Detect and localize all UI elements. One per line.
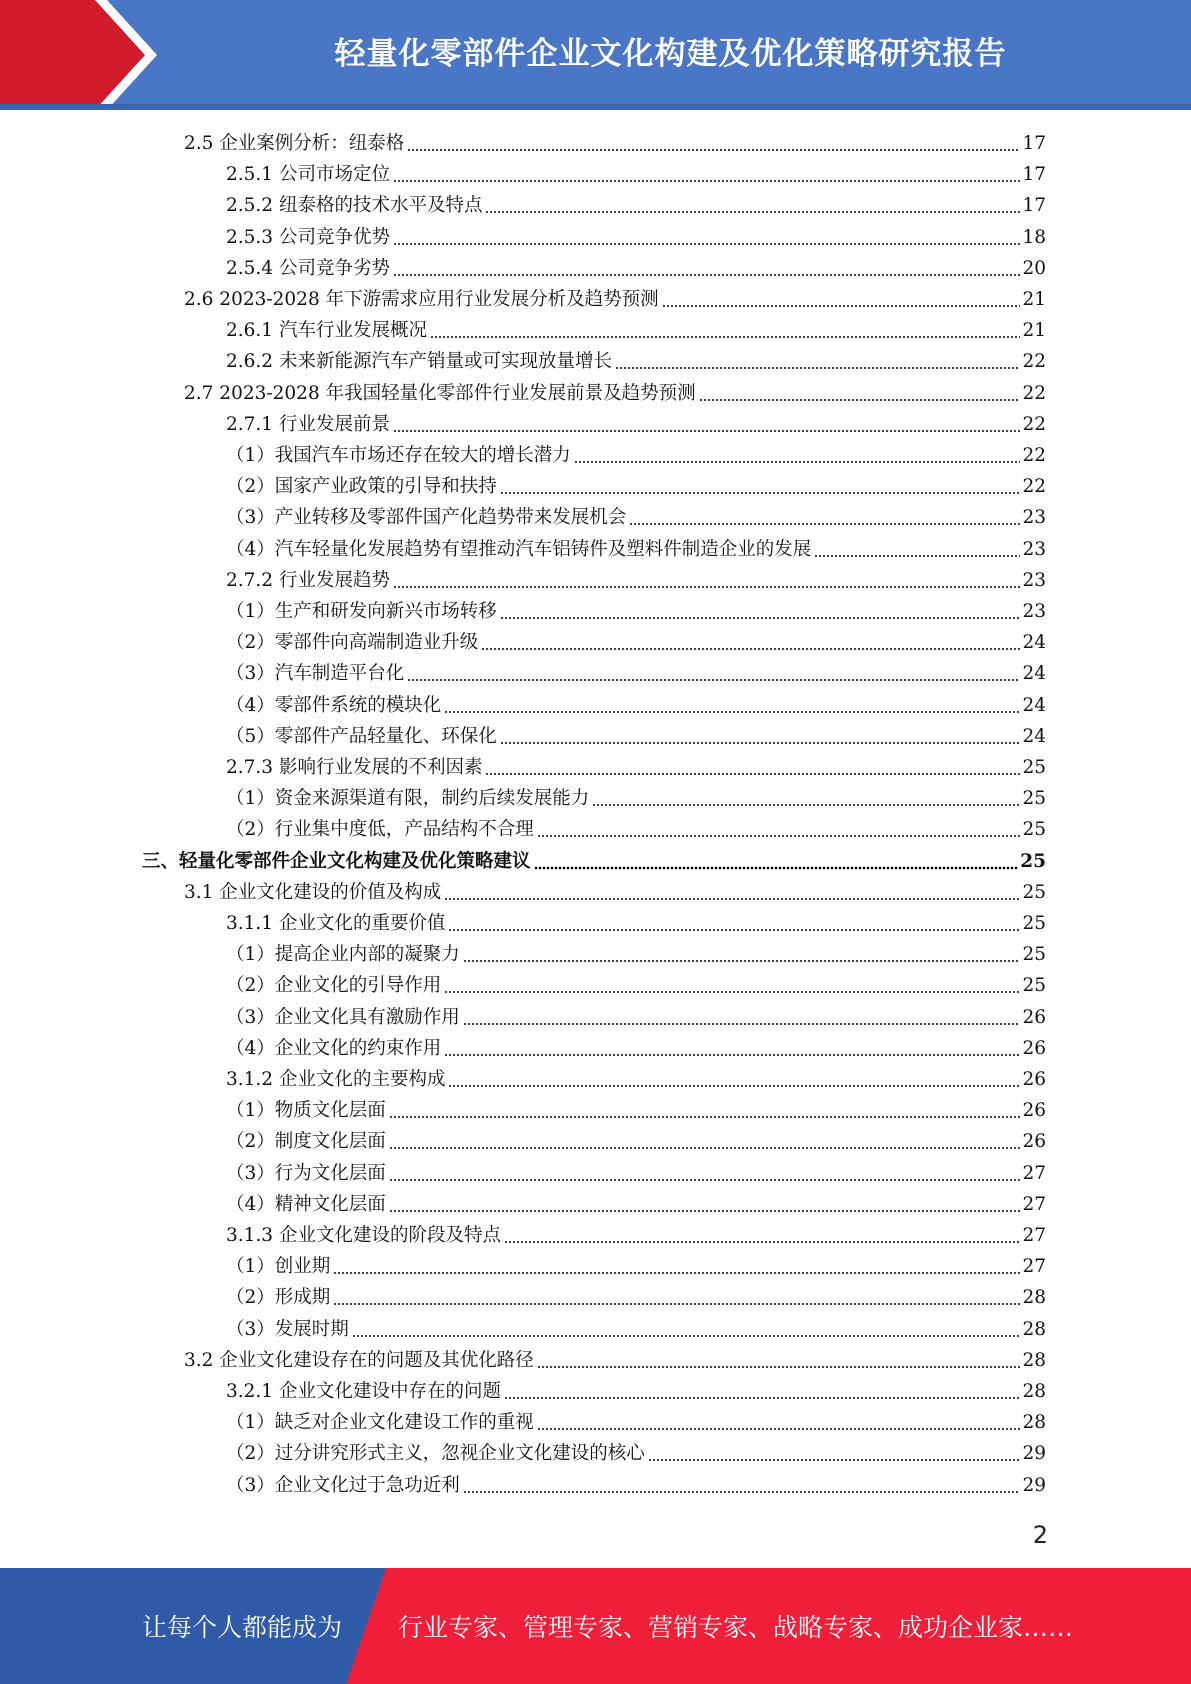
toc-dot-leader	[481, 627, 1020, 658]
toc-dot-leader	[389, 1095, 1021, 1126]
toc-dot-leader	[444, 1033, 1020, 1064]
toc-entry-label: 三、轻量化零部件企业文化构建及优化策略建议	[142, 851, 531, 872]
toc-dot-leader	[393, 409, 1020, 440]
toc-entry[interactable]	[226, 1002, 1046, 1033]
toc-entry-page: 27	[1022, 1225, 1046, 1246]
toc-entry-label: （2）企业文化的引导作用	[226, 975, 442, 996]
toc-entry[interactable]	[226, 658, 1046, 689]
toc-entry[interactable]	[226, 1407, 1046, 1438]
toc-entry-label: （3）企业文化具有激励作用	[226, 1007, 460, 1028]
toc-entry-page: 24	[1022, 726, 1046, 747]
toc-entry[interactable]	[226, 627, 1046, 658]
toc-dot-leader	[407, 128, 1020, 159]
toc-dot-leader	[444, 877, 1020, 908]
toc-entry-label: 2.5.4 公司竞争劣势	[226, 258, 390, 279]
toc-entry-page: 25	[1022, 913, 1046, 934]
toc-entry-page: 29	[1022, 1443, 1046, 1464]
toc-entry-label: 3.2.1 企业文化建设中存在的问题	[226, 1381, 501, 1402]
toc-entry-label: 2.6.1 汽车行业发展概况	[226, 320, 427, 341]
footer-slogan-right: 行业专家、管理专家、营销专家、战略专家、成功企业家……	[398, 1613, 1074, 1642]
toc-entry[interactable]	[226, 1282, 1046, 1313]
toc-entry[interactable]	[226, 222, 1046, 253]
toc-dot-leader	[444, 690, 1020, 721]
toc-entry-label: （3）行为文化层面	[226, 1163, 386, 1184]
toc-entry-page: 25	[1022, 882, 1046, 903]
toc-entry-page: 25	[1022, 819, 1046, 840]
toc-entry-page: 27	[1022, 1194, 1046, 1215]
toc-entry-page: 18	[1022, 227, 1046, 248]
toc-entry[interactable]	[226, 534, 1046, 565]
toc-entry-label: （2）形成期	[226, 1287, 331, 1308]
toc-dot-leader	[648, 1438, 1021, 1469]
toc-entry-page: 20	[1022, 258, 1046, 279]
toc-dot-leader	[463, 1470, 1021, 1501]
toc-dot-leader	[485, 752, 1020, 783]
toc-entry-page: 26	[1022, 1038, 1046, 1059]
toc-entry-label: 2.6.2 未来新能源汽车产销量或可实现放量增长	[226, 351, 612, 372]
toc-entry[interactable]	[226, 596, 1046, 627]
toc-entry-page: 21	[1022, 320, 1046, 341]
toc-entry-label: （1）物质文化层面	[226, 1100, 386, 1121]
toc-dot-leader	[592, 783, 1020, 814]
toc-entry[interactable]	[226, 1220, 1046, 1251]
toc-entry[interactable]	[226, 1470, 1046, 1501]
toc-entry-label: 2.5 企业案例分析：纽泰格	[184, 133, 405, 154]
toc-entry-label: 2.5.2 纽泰格的技术水平及特点	[226, 195, 483, 216]
toc-entry-page: 23	[1022, 507, 1046, 528]
toc-entry[interactable]	[226, 1158, 1046, 1189]
toc-entry-page: 27	[1022, 1256, 1046, 1277]
footer-slogan-left: 让每个人都能成为	[142, 1613, 343, 1642]
toc-entry-label: （1）提高企业内部的凝聚力	[226, 944, 460, 965]
toc-entry[interactable]	[226, 1438, 1046, 1469]
toc-entry-page: 26	[1022, 1131, 1046, 1152]
toc-entry-label: （2）零部件向高端制造业升级	[226, 632, 479, 653]
toc-entry[interactable]	[226, 814, 1046, 845]
toc-entry-page: 24	[1022, 632, 1046, 653]
toc-entry[interactable]	[226, 1126, 1046, 1157]
toc-entry-label: （4）零部件系统的模块化	[226, 695, 442, 716]
toc-entry[interactable]	[184, 1345, 1046, 1376]
toc-dot-leader	[393, 253, 1020, 284]
toc-entry-page: 28	[1022, 1350, 1046, 1371]
toc-entry[interactable]	[226, 752, 1046, 783]
toc-entry-page: 29	[1022, 1475, 1046, 1496]
toc-entry[interactable]	[226, 1376, 1046, 1407]
toc-dot-leader	[662, 284, 1021, 315]
toc-dot-leader	[463, 939, 1021, 970]
toc-entry-page: 27	[1022, 1163, 1046, 1184]
toc-entry-page: 22	[1022, 351, 1046, 372]
toc-entry-label: （2）制度文化层面	[226, 1131, 386, 1152]
toc-entry-page: 25	[1022, 975, 1046, 996]
toc-entry[interactable]	[184, 378, 1046, 409]
toc-entry[interactable]	[142, 846, 1046, 877]
toc-entry[interactable]	[226, 721, 1046, 752]
toc-entry-label: 3.1.1 企业文化的重要价值	[226, 913, 446, 934]
toc-entry-page: 22	[1022, 476, 1046, 497]
toc-entry-label: （2）行业集中度低，产品结构不合理	[226, 819, 534, 840]
toc-entry-page: 25	[1022, 788, 1046, 809]
toc-entry-label: （1）资金来源渠道有限，制约后续发展能力	[226, 788, 590, 809]
toc-entry[interactable]	[226, 908, 1046, 939]
toc-entry[interactable]	[184, 877, 1046, 908]
toc-entry[interactable]	[226, 1033, 1046, 1064]
toc-entry[interactable]	[184, 284, 1046, 315]
toc-dot-leader	[444, 970, 1020, 1001]
toc-entry-page: 28	[1022, 1319, 1046, 1340]
toc-entry-page: 26	[1022, 1007, 1046, 1028]
toc-dot-leader	[407, 658, 1020, 689]
toc-entry[interactable]	[226, 690, 1046, 721]
toc-entry-label: 2.7.1 行业发展前景	[226, 414, 390, 435]
toc-entry-page: 26	[1022, 1100, 1046, 1121]
toc-entry-page: 28	[1022, 1412, 1046, 1433]
toc-entry-label: （1）生产和研发向新兴市场转移	[226, 601, 497, 622]
toc-entry-page: 23	[1022, 601, 1046, 622]
toc-entry[interactable]	[226, 565, 1046, 596]
toc-entry-page: 17	[1022, 195, 1046, 216]
toc-dot-leader	[574, 440, 1021, 471]
toc-dot-leader	[333, 1282, 1020, 1313]
toc-entry-page: 24	[1022, 663, 1046, 684]
toc-dot-leader	[389, 1158, 1021, 1189]
toc-entry-page: 23	[1022, 570, 1046, 591]
toc-dot-leader	[448, 908, 1020, 939]
report-title: 轻量化零部件企业文化构建及优化策略研究报告	[334, 35, 1007, 72]
toc-entry-label: （2）过分讲究形式主义，忽视企业文化建设的核心	[226, 1443, 645, 1464]
toc-entry-label: 2.7 2023-2028 年我国轻量化零部件行业发展前景及趋势预测	[184, 383, 696, 404]
toc-entry-page: 25	[1022, 944, 1046, 965]
toc-entry[interactable]	[226, 346, 1046, 377]
toc-entry-page: 24	[1022, 695, 1046, 716]
toc-entry-label: （4）企业文化的约束作用	[226, 1038, 442, 1059]
toc-entry-label: （4）精神文化层面	[226, 1194, 386, 1215]
toc-entry[interactable]	[226, 440, 1046, 471]
toc-dot-leader	[448, 1064, 1020, 1095]
toc-entry[interactable]	[226, 1189, 1046, 1220]
toc-entry-label: 2.7.2 行业发展趋势	[226, 570, 390, 591]
toc-dot-leader	[485, 190, 1020, 221]
toc-entry[interactable]	[226, 1095, 1046, 1126]
toc-entry-label: （3）企业文化过于急功近利	[226, 1475, 460, 1496]
toc-entry-label: 3.1 企业文化建设的价值及构成	[184, 882, 442, 903]
toc-entry[interactable]	[226, 1314, 1046, 1345]
toc-dot-leader	[500, 721, 1021, 752]
toc-dot-leader	[699, 378, 1021, 409]
toc-entry-label: （1）创业期	[226, 1256, 331, 1277]
toc-entry[interactable]	[226, 159, 1046, 190]
toc-entry-label: （4）汽车轻量化发展趋势有望推动汽车铝铸件及塑料件制造企业的发展	[226, 539, 812, 560]
toc-dot-leader	[615, 346, 1020, 377]
toc-dot-leader	[537, 814, 1021, 845]
toc-entry-label: 2.6 2023-2028 年下游需求应用行业发展分析及趋势预测	[184, 289, 659, 310]
toc-entry-label: （3）产业转移及零部件国产化趋势带来发展机会	[226, 507, 627, 528]
toc-entry[interactable]	[184, 128, 1046, 159]
toc-dot-leader	[389, 1126, 1021, 1157]
page-number: 2	[1032, 1521, 1048, 1549]
toc-dot-leader	[814, 534, 1020, 565]
toc-entry-page: 22	[1022, 414, 1046, 435]
toc-entry[interactable]	[226, 502, 1046, 533]
toc-dot-leader	[393, 159, 1020, 190]
toc-entry[interactable]	[226, 1251, 1046, 1282]
toc-dot-leader	[537, 1407, 1021, 1438]
toc-entry-label: 2.5.3 公司竞争优势	[226, 227, 390, 248]
toc-entry-page: 17	[1022, 133, 1046, 154]
toc-dot-leader	[534, 846, 1019, 877]
toc-dot-leader	[389, 1189, 1021, 1220]
toc-entry-page: 26	[1022, 1069, 1046, 1090]
toc-entry-label: （3）发展时期	[226, 1319, 349, 1340]
toc-entry-page: 21	[1022, 289, 1046, 310]
toc-entry-label: 2.7.3 影响行业发展的不利因素	[226, 757, 483, 778]
toc-entry[interactable]	[226, 253, 1046, 284]
toc-entry-page: 17	[1022, 164, 1046, 185]
toc-entry-label: 3.1.2 企业文化的主要构成	[226, 1069, 446, 1090]
toc-entry-label: （1）缺乏对企业文化建设工作的重视	[226, 1412, 534, 1433]
toc-dot-leader	[333, 1251, 1020, 1282]
toc-entry-label: （1）我国汽车市场还存在较大的增长潜力	[226, 445, 571, 466]
toc-entry-page: 22	[1022, 383, 1046, 404]
toc-dot-leader	[629, 502, 1020, 533]
toc-dot-leader	[393, 565, 1020, 596]
toc-dot-leader	[504, 1220, 1020, 1251]
toc-entry-page: 28	[1022, 1381, 1046, 1402]
toc-entry-page: 25	[1022, 757, 1046, 778]
toc-entry[interactable]	[226, 1064, 1046, 1095]
header-banner	[0, 0, 1191, 110]
toc-dot-leader	[504, 1376, 1020, 1407]
toc-dot-leader	[537, 1345, 1021, 1376]
toc-entry-page: 23	[1022, 539, 1046, 560]
toc-entry-label: （5）零部件产品轻量化、环保化	[226, 726, 497, 747]
toc-entry[interactable]	[226, 409, 1046, 440]
toc-entry-label: （3）汽车制造平台化	[226, 663, 405, 684]
toc-entry[interactable]	[226, 970, 1046, 1001]
toc-entry-label: （2）国家产业政策的引导和扶持	[226, 476, 497, 497]
toc-dot-leader	[352, 1314, 1021, 1345]
toc-entry-page: 25	[1020, 851, 1046, 872]
toc-entry-label: 2.5.1 公司市场定位	[226, 164, 390, 185]
toc-entry[interactable]	[226, 190, 1046, 221]
toc-entry[interactable]	[226, 939, 1046, 970]
toc-entry[interactable]	[226, 783, 1046, 814]
toc-entry-label: 3.2 企业文化建设存在的问题及其优化路径	[184, 1350, 534, 1371]
toc-dot-leader	[500, 596, 1021, 627]
footer-banner	[0, 1568, 1191, 1684]
toc-entry[interactable]	[226, 471, 1046, 502]
toc-dot-leader	[463, 1002, 1021, 1033]
toc-dot-leader	[393, 222, 1020, 253]
toc-dot-leader	[430, 315, 1020, 346]
toc-entry-page: 22	[1022, 445, 1046, 466]
toc-entry-label: 3.1.3 企业文化建设的阶段及特点	[226, 1225, 501, 1246]
toc-entry[interactable]	[226, 315, 1046, 346]
toc-dot-leader	[500, 471, 1021, 502]
toc-entry-page: 28	[1022, 1287, 1046, 1308]
